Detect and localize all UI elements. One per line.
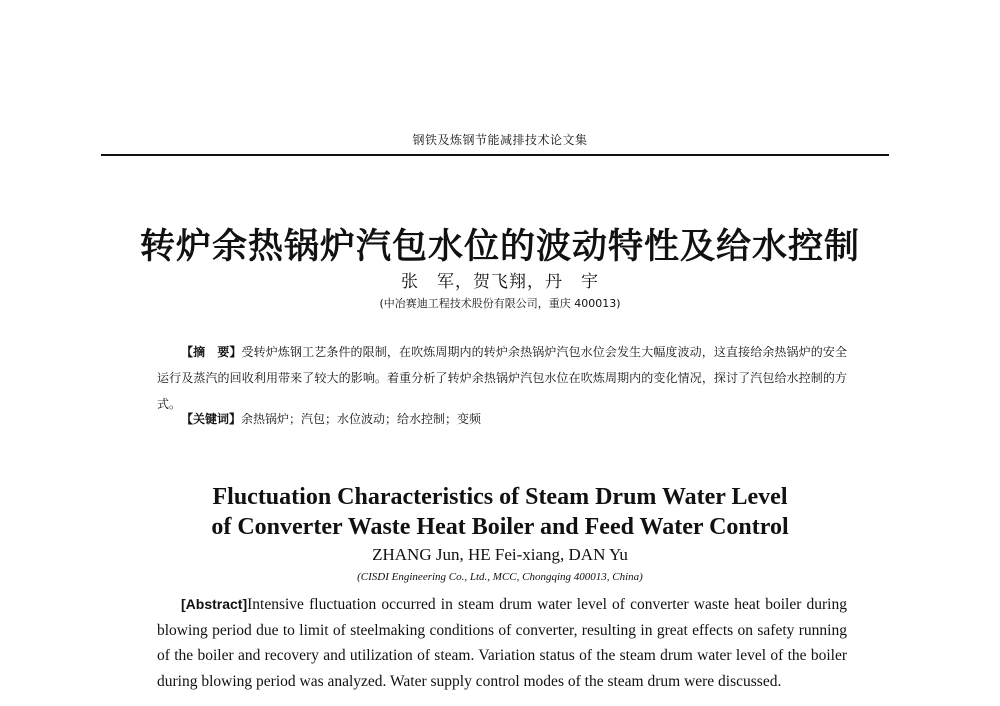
chinese-abstract-text: 受转炉炼钢工艺条件的限制，在吹炼周期内的转炉余热锅炉汽包水位会发生大幅度波动，这直接给余热锅炉的安全运行及蒸汽的回收利用带来了较大的影响。着重分析了转炉余热锅炉汽包水位在吹炼周期内的变化情况，探讨了汽包给水控制的方式。 (157, 345, 847, 411)
chinese-abstract (157, 339, 847, 417)
chinese-keywords-label: 【关键词】 (181, 412, 242, 426)
english-abstract-label: [Abstract] (181, 596, 248, 612)
english-title-line-1: Fluctuation Characteristics of Steam Drum Water Level (212, 484, 788, 510)
chinese-paper-title: 转炉余热锅炉汽包水位的波动特性及给水控制 (139, 226, 860, 267)
english-title-line-2: of Converter Waste Heat Boiler and Feed Water Control (211, 514, 789, 540)
chinese-abstract-label: 【摘 要】 (181, 345, 242, 359)
chinese-affiliation: (中冶赛迪工程技术股份有限公司，重庆 400013) (379, 297, 621, 310)
english-abstract-text: Intensive fluctuation occurred in steam drum water level of converter waste heat boiler during blowing period due to limit of steelmaking conditions of converter, resulting in great effects on safety running of the boiler and recovery and utilization of steam. Variation status of the steam drum water level of the boiler during blowing period was analyzed. Water supply control modes of the steam drum were discussed. (157, 596, 847, 690)
chinese-keywords (181, 410, 847, 428)
journal-header-title: 钢铁及炼钢节能减排技术论文集 (412, 133, 588, 147)
english-affiliation: (CISDI Engineering Co., Ltd., MCC, Chongqing 400013, China) (357, 571, 643, 583)
english-authors: ZHANG Jun, HE Fei-xiang, DAN Yu (372, 545, 628, 564)
header-divider (101, 154, 889, 156)
chinese-authors: 张 军，贺飞翔，丹 宇 (401, 272, 599, 292)
english-abstract (157, 592, 847, 694)
chinese-keywords-text: 余热锅炉；汽包；水位波动；给水控制；变频 (241, 412, 482, 426)
english-paper-title (0, 482, 1000, 542)
